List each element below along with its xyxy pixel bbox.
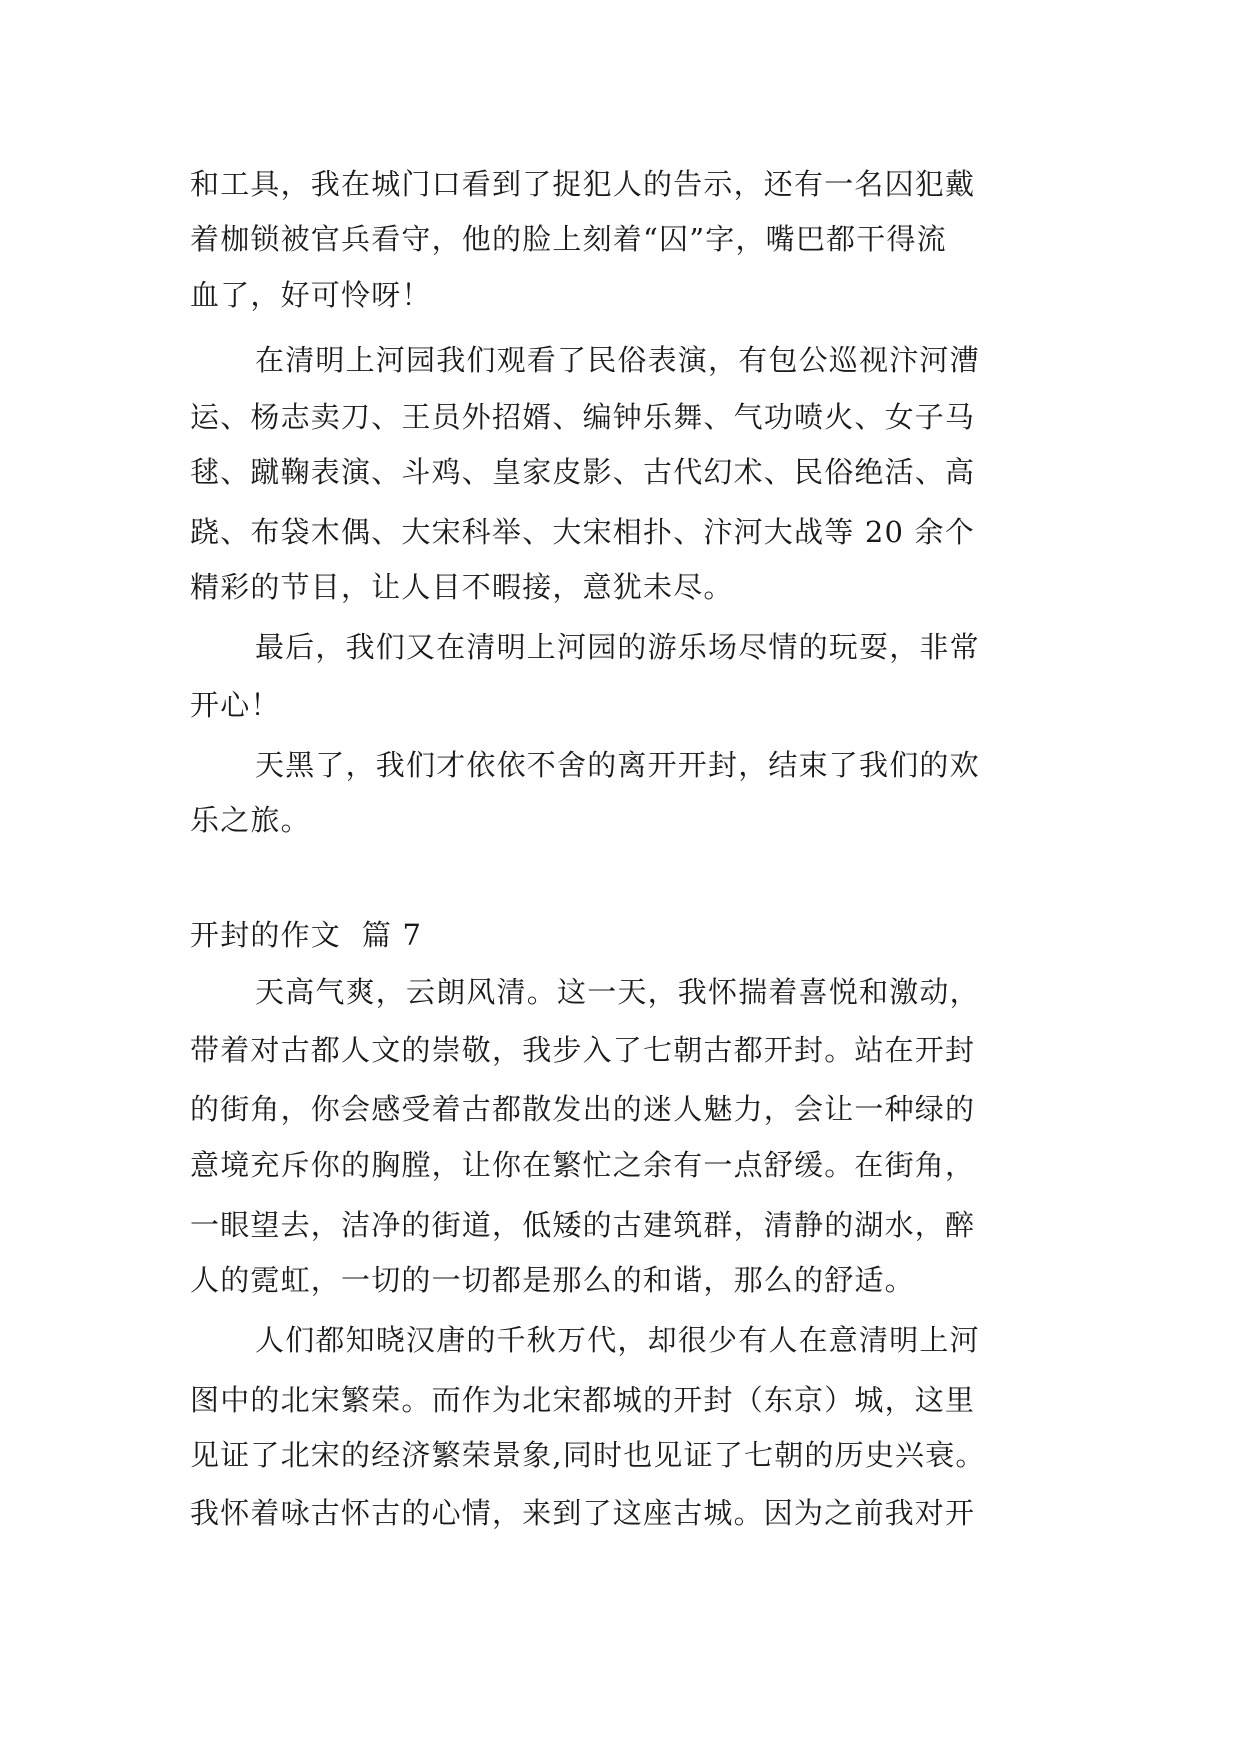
text-line: 毬、蹴鞠表演、斗鸡、皇家皮影、古代幻术、民俗绝活、高 — [190, 455, 976, 489]
text-line: 意境充斥你的胸膛，让你在繁忙之余有一点舒缓。在街角， — [190, 1148, 976, 1182]
text-line: 人的霓虹，一切的一切都是那么的和谐，那么的舒适。 — [190, 1263, 915, 1297]
text-line: 精彩的节目，让人目不暇接，意犹未尽。 — [190, 570, 734, 604]
paragraph-first-line: 人们都知晓汉唐的千秋万代，却很少有人在意清明上河 — [255, 1323, 980, 1357]
text-line: 见证了北宋的经济繁荣景象,同时也见证了七朝的历史兴衰。 — [190, 1438, 986, 1472]
text-line: 我怀着咏古怀古的心情，来到了这座古城。因为之前我对开 — [190, 1496, 976, 1530]
text-line: 一眼望去，洁净的街道，低矮的古建筑群，清静的湖水，醉 — [190, 1208, 976, 1242]
text-line: 跷、布袋木偶、大宋科举、大宋相扑、汴河大战等 20 余个 — [190, 515, 975, 549]
text-line: 着枷锁被官兵看守，他的脸上刻着“囚”字，嘴巴都干得流 — [190, 222, 947, 256]
text-line: 血了，好可怜呀！ — [190, 278, 432, 312]
paragraph-first-line: 最后，我们又在清明上河园的游乐场尽情的玩耍，非常 — [255, 630, 980, 664]
text-line: 和工具，我在城门口看到了捉犯人的告示，还有一名囚犯戴 — [190, 167, 976, 201]
paragraph-first-line: 天高气爽，云朗风清。这一天，我怀揣着喜悦和激动， — [255, 975, 980, 1009]
paragraph-first-line: 在清明上河园我们观看了民俗表演，有包公巡视汴河漕 — [255, 343, 980, 377]
section-heading: 开封的作文 篇 7 — [190, 918, 423, 952]
text-line: 运、杨志卖刀、王员外招婿、编钟乐舞、气功喷火、女子马 — [190, 400, 976, 434]
text-line: 带着对古都人文的崇敬，我步入了七朝古都开封。站在开封 — [190, 1033, 976, 1067]
text-line: 的街角，你会感受着古都散发出的迷人魅力，会让一种绿的 — [190, 1092, 976, 1126]
text-line: 图中的北宋繁荣。而作为北宋都城的开封（东京）城，这里 — [190, 1383, 976, 1417]
paragraph-first-line: 天黑了，我们才依依不舍的离开开封，结束了我们的欢 — [255, 748, 980, 782]
text-line: 乐之旅。 — [190, 803, 311, 837]
text-line: 开心！ — [190, 688, 281, 722]
